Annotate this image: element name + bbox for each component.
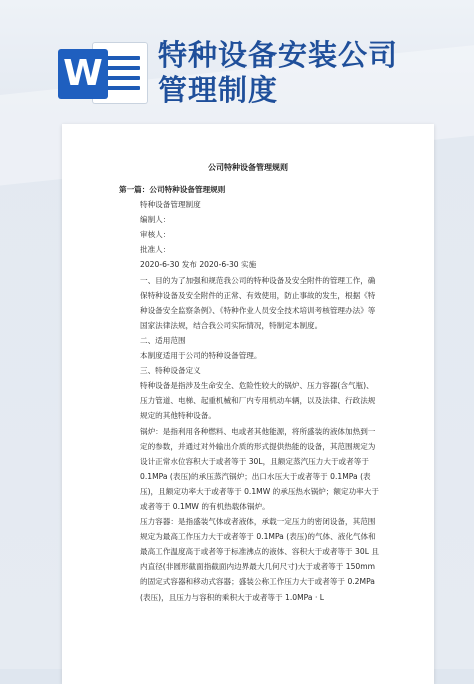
title-line-2: 管理制度 xyxy=(158,73,279,107)
paragraph: 压力容器：是指盛装气体或者液体，承载一定压力的密闭设备，其范围规定为最高工作压力大于或者等于 0.1MPa (表压)的气体、液化气体和最高工作温度高于或者等于标准沸点的液体、容积大于或者等于 30L 且内直径(非圆形截面指截面内边界最大几何尺寸)大于或者等于 150mm 的固定式容器和移动式容器；盛装公称工作压力大于或者等于 0.2MPa (表压)，且压力与容积的乘积大于或者等于 1.0MPa · L xyxy=(140,517,379,602)
doc-line: 审核人： xyxy=(140,230,171,240)
word-logo-letter: W xyxy=(58,49,108,99)
title-line-1: 特种设备安装公司 xyxy=(158,38,399,72)
chapter-heading: 第一篇：公司特种设备管理规则 xyxy=(119,185,226,194)
document-body xyxy=(119,182,381,605)
doc-line: 批准人： xyxy=(140,245,171,255)
document-title: 公司特种设备管理规则 xyxy=(208,163,288,172)
paragraph: 锅炉：是指利用各种燃料、电或者其他能源，将所盛装的液体加热到一定的参数，并通过对外输出介质的形式提供热能的设备，其范围规定为设计正常水位容积大于或者等于 30L，且额定蒸汽压力大于或者等于 0.1MPa (表压)的承压蒸汽锅炉；出口水压大于或者等于 0.1MPa (表压)，且额定功率大于或者等于 0.1MW 的承压热水锅炉；额定功率大于或者等于 0.1MW 的有机热载体锅炉。 xyxy=(140,426,379,511)
doc-line: 编制人： xyxy=(140,215,171,225)
paragraph: 二、适用范围 xyxy=(140,335,186,345)
doc-line: 特种设备管理制度 xyxy=(140,200,201,210)
page-title xyxy=(158,38,468,108)
word-document-icon xyxy=(58,42,150,104)
paragraph: 本制度适用于公司的特种设备管理。 xyxy=(140,351,262,361)
paragraph: 一、目的为了加强和规范我公司的特种设备及安全附件的管理工作，确保特种设备及安全附件的正常、有效使用，防止事故的发生，根据《特种设备安全监察条例》、《特种作业人员安全技术培训考核管理办法》等国家法律法规，结合我公司实际情况，特制定本制度。 xyxy=(140,275,376,330)
paragraph: 三、特种设备定义 xyxy=(140,366,201,376)
paragraph: 特种设备是指涉及生命安全、危险性较大的锅炉、压力容器(含气瓶)、压力管道、电梯、起重机械和厂内专用机动车辆，以及法律、行政法规规定的其他特种设备。 xyxy=(140,381,376,421)
doc-line: 2020-6-30 发布 2020-6-30 实施 xyxy=(140,260,257,270)
